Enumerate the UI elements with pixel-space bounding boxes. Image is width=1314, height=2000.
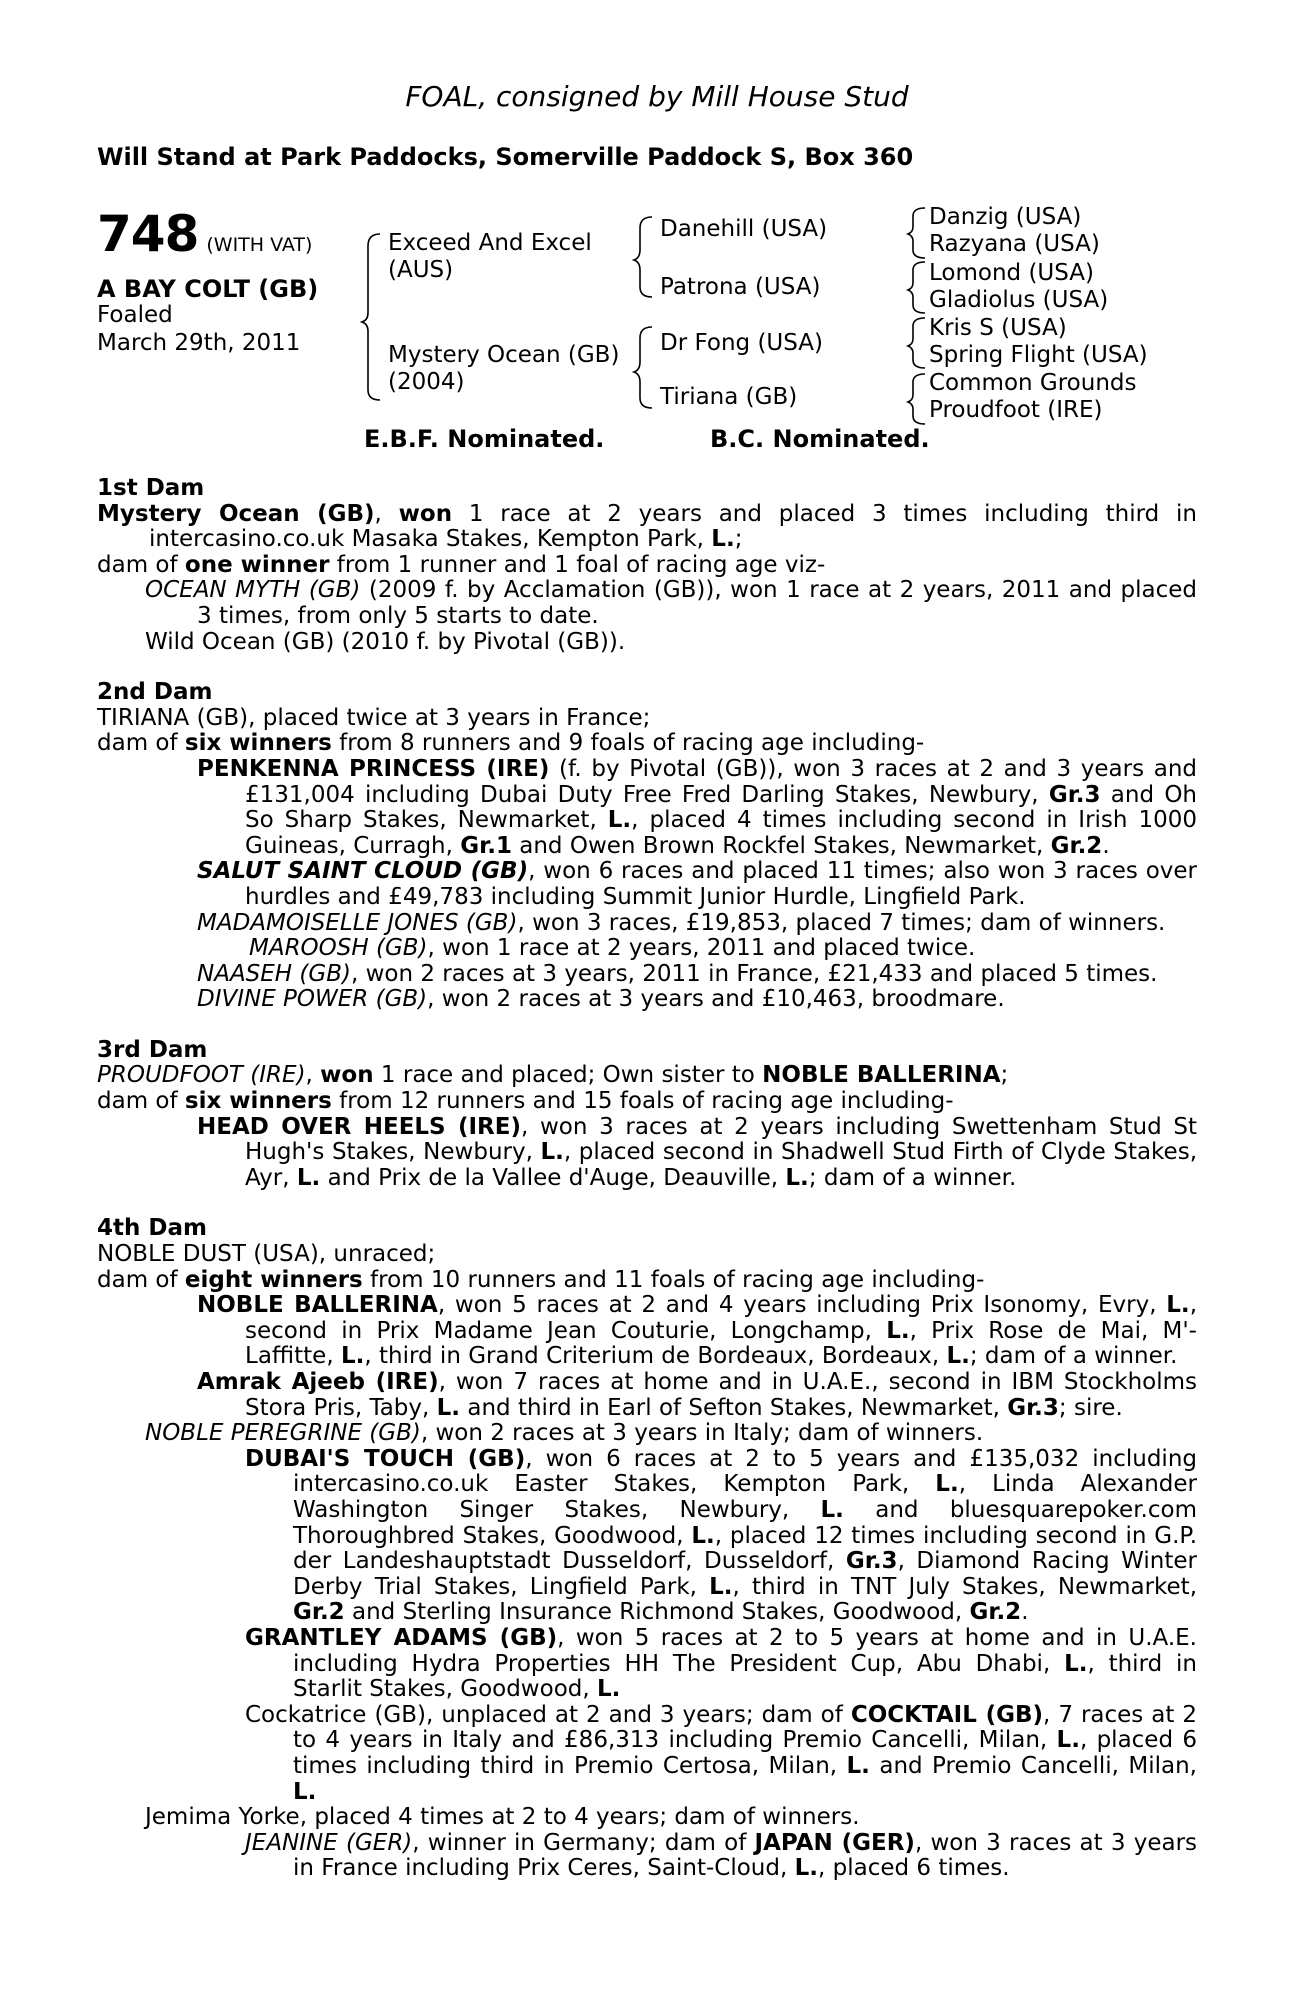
fourth-dam-record: NOBLE DUST (USA), unraced; xyxy=(97,1241,436,1268)
fourth-dam-heading: 4th Dam xyxy=(97,1215,207,1242)
pedigree-sire xyxy=(388,230,592,284)
grandparent-1: Danzig (USA) xyxy=(929,204,1082,230)
first-dam-produce: dam of one winner from 1 runner and 1 foal of racing age viz- xyxy=(97,551,826,578)
brace-dam xyxy=(634,327,652,408)
sire-origin: (AUS) xyxy=(388,257,454,283)
dam-name: Mystery Ocean (GB) xyxy=(388,342,620,368)
fourth-dam-produce: dam of eight winners from 10 runners and 11 foals of racing age including- xyxy=(97,1266,985,1293)
second-dam-foal-5: DIVINE POWER (GB), won 2 races at 3 years and £10,463, broodmare. xyxy=(197,986,1005,1013)
fourth-dam-foal-1: NOBLE BALLERINA, won 5 races at 2 and 4 years including Prix Isonomy, Evry, L., second in Prix Madame Jean Couturie, Longchamp, L., Prix Rose de Mai, M'-Laffitte, L., third in Grand Criterium de Bordeaux, Bordeaux, L.; dam of a winner. xyxy=(197,1292,1197,1370)
sire-sire: Danehill (USA) xyxy=(660,216,828,242)
lot-number: 748 xyxy=(97,205,199,263)
dam-year: (2004) xyxy=(388,369,465,395)
brace-g1 xyxy=(908,208,925,258)
sire-name: Exceed And Excel xyxy=(388,230,592,256)
grandparent-6: Spring Flight (USA) xyxy=(929,342,1148,368)
third-dam-heading: 3rd Dam xyxy=(97,1036,208,1063)
catalog-title: FOAL, consigned by Mill House Stud xyxy=(405,80,909,113)
horse-name: A BAY COLT (GB) xyxy=(97,275,319,303)
second-dam-grandfoal: MAROOSH (GB), won 1 race at 2 years, 2011 and placed twice. xyxy=(249,935,976,962)
catalog-notes xyxy=(97,476,1197,1882)
second-dam-record: TIRIANA (GB), placed twice at 3 years in France; xyxy=(97,704,651,731)
fourth-dam-foal-2: Amrak Ajeeb (IRE), won 7 races at home and in U.A.E., second in IBM Stockholms Stora Pris, Taby, L. and third in Earl of Sefton Stakes, Newmarket, Gr.3; sire. xyxy=(197,1369,1197,1421)
second-dam-foal-3: MADAMOISELLE JONES (GB), won 3 races, £19,853, placed 7 times; dam of winners. xyxy=(197,909,1166,936)
first-dam-record: Mystery Ocean (GB), won 1 race at 2 years and placed 3 times including third in intercasino.co.uk Masaka Stakes, Kempton Park, L.; xyxy=(97,500,1197,553)
first-dam-heading: 1st Dam xyxy=(97,475,205,501)
first-dam-foal-2: Wild Ocean (GB) (2010 f. by Pivotal (GB)). xyxy=(145,628,626,655)
grandparent-3: Lomond (USA) xyxy=(929,260,1094,286)
ebf-nominated: E.B.F. Nominated. xyxy=(364,425,605,453)
third-dam-foal-1: HEAD OVER HEELS (IRE), won 3 races at 2 years including Swettenham Stud St Hugh's Stakes, Newbury, L., placed second in Shadwell Stud Firth of Clyde Stakes, Ayr, L. and Prix de la Vallee d'Auge, Deauville, L.; dam of a winner. xyxy=(197,1113,1198,1191)
fourth-dam-grandfoal-1: DUBAI'S TOUCH (GB), won 6 races at 2 to 5 years and £135,032 including intercasino.co.uk Easter Stakes, Kempton Park, L., Linda Alexander Washington Singer Stakes, Newbury, L. and bluesquarepoker.com Thoroughbred Stakes, Goodwood, L., placed 12 times including second in G.P. der Landeshauptstadt Dusseldorf, Dusseldorf, Gr.3, Diamond Racing Winter Derby Trial Stakes, Lingfield Park, L., third in TNT July Stakes, Newmarket, Gr.2 and Sterling Insurance Richmond Stakes, Goodwood, Gr.2. xyxy=(245,1445,1198,1626)
grandparent-7: Common Grounds xyxy=(929,370,1137,396)
brace-g3 xyxy=(908,318,925,368)
dam-sire: Dr Fong (USA) xyxy=(660,330,823,356)
stand-location: Will Stand at Park Paddocks, Somerville Paddock S, Box 360 xyxy=(97,143,914,171)
brace-g4 xyxy=(908,374,925,424)
first-dam-foal-1: OCEAN MYTH (GB) (2009 f. by Acclamation (GB)), won 1 race at 2 years, 2011 and placed 3 times, from only 5 starts to date. xyxy=(145,577,1198,629)
grandparent-5: Kris S (USA) xyxy=(929,315,1067,341)
fourth-dam-grandfoal-3: Cockatrice (GB), unplaced at 2 and 3 years; dam of COCKTAIL (GB), 7 races at 2 to 4 years in Italy and £86,313 including Premio Cancelli, Milan, L., placed 6 times including third in Premio Certosa, Milan, L. and Premio Cancelli, Milan, L. xyxy=(245,1701,1198,1805)
sire-dam: Patrona (USA) xyxy=(660,274,821,300)
second-dam-heading: 2nd Dam xyxy=(97,679,213,706)
fourth-dam-foal-4: Jemima Yorke, placed 4 times at 2 to 4 years; dam of winners. xyxy=(145,1804,860,1831)
foaled-label: Foaled xyxy=(97,302,173,328)
fourth-dam-foal-3: NOBLE PEREGRINE (GB), won 2 races at 3 years in Italy; dam of winners. xyxy=(145,1420,984,1447)
second-dam-produce: dam of six winners from 8 runners and 9 foals of racing age including- xyxy=(97,730,925,757)
dam-dam: Tiriana (GB) xyxy=(660,384,798,410)
fourth-dam-grandfoal-4: JEANINE (GER), winner in Germany; dam of JAPAN (GER), won 3 races at 3 years in France including Prix Ceres, Saint-Cloud, L., placed 6 times. xyxy=(245,1829,1198,1882)
foaled-date: March 29th, 2011 xyxy=(97,330,301,356)
third-dam-produce: dam of six winners from 12 runners and 15 foals of racing age including- xyxy=(97,1088,954,1115)
grandparent-8: Proudfoot (IRE) xyxy=(929,397,1103,423)
bc-nominated: B.C. Nominated. xyxy=(710,425,930,453)
second-dam-foal-4: NAASEH (GB), won 2 races at 3 years, 2011 in France, £21,433 and placed 5 times. xyxy=(197,960,1158,987)
grandparent-2: Razyana (USA) xyxy=(929,231,1100,257)
brace-sire xyxy=(634,217,652,297)
brace-g2 xyxy=(908,262,925,313)
second-dam-foal-2: SALUT SAINT CLOUD (GB), won 6 races and placed 11 times; also won 3 races over hurdles and £49,783 including Summit Junior Hurdle, Lingfield Park. xyxy=(197,858,1198,910)
fourth-dam-grandfoal-2: GRANTLEY ADAMS (GB), won 5 races at 2 to 5 years at home and in U.A.E. including Hydra Properties HH The President Cup, Abu Dhabi, L., third in Starlit Stakes, Goodwood, L. xyxy=(245,1624,1197,1703)
grandparent-4: Gladiolus (USA) xyxy=(929,287,1109,313)
third-dam-record: PROUDFOOT (IRE), won 1 race and placed; Own sister to NOBLE BALLERINA; xyxy=(97,1062,1009,1089)
pedigree-dam xyxy=(388,342,619,396)
vat-note: (WITH VAT) xyxy=(206,234,313,256)
brace-colt xyxy=(362,234,380,400)
second-dam-foal-1: PENKENNA PRINCESS (IRE) (f. by Pivotal (GB)), won 3 races at 2 and 3 years and £131,004 including Dubai Duty Free Fred Darling Stakes, Newbury, Gr.3 and Oh So Sharp Stakes, Newmarket, L., placed 4 times including second in Irish 1000 Guineas, Curragh, Gr.1 and Owen Brown Rockfel Stakes, Newmarket, Gr.2. xyxy=(197,755,1198,859)
